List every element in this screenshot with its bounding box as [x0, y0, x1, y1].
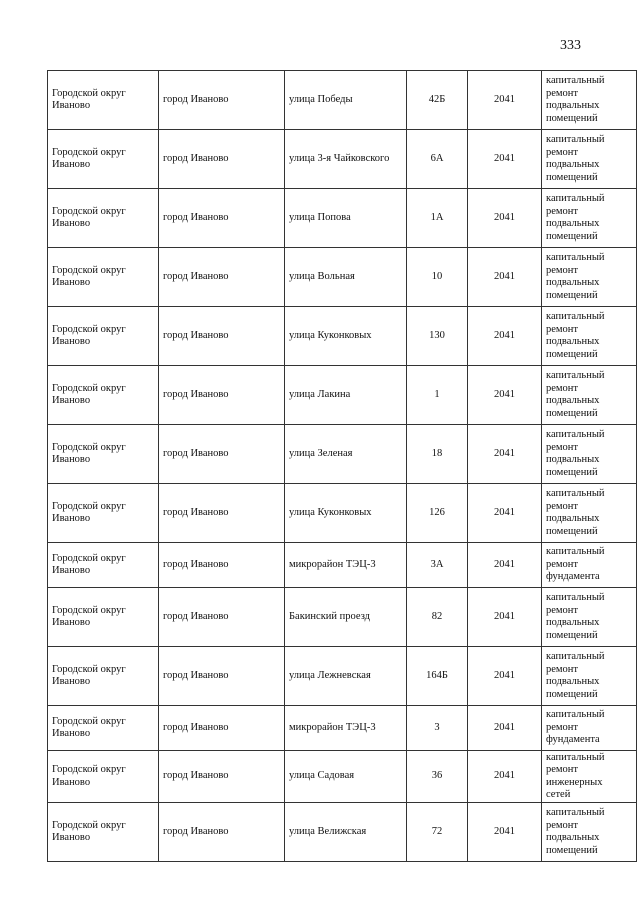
street-cell: улица Победы	[285, 71, 407, 130]
work-type-line: сетей	[546, 789, 571, 800]
municipality-line: Городской округ	[52, 382, 126, 394]
work-type-cell	[542, 543, 637, 588]
work-type-line: помещений	[546, 230, 598, 242]
work-type-line: подвальных	[546, 100, 600, 111]
year-cell: 2041	[468, 706, 542, 751]
settlement-cell: город Иваново	[159, 543, 285, 588]
work-type-line: подвальных	[546, 218, 600, 229]
settlement-cell: город Иваново	[159, 366, 285, 425]
work-type-line: помещений	[546, 112, 598, 124]
house-number-cell: 126	[407, 484, 468, 543]
work-type-cell	[542, 307, 637, 366]
work-type-line: помещений	[546, 407, 598, 419]
year-cell: 2041	[468, 543, 542, 588]
street-cell: микрорайон ТЭЦ-3	[285, 543, 407, 588]
street-cell: улица Садовая	[285, 751, 407, 803]
house-number-cell: 130	[407, 307, 468, 366]
street-cell: улица Куконковых	[285, 484, 407, 543]
municipality-line: Городской округ	[52, 764, 126, 775]
work-type-line: подвальных	[546, 159, 600, 170]
municipality-line: Городской округ	[52, 552, 126, 564]
municipality-cell	[48, 588, 159, 647]
street-cell: Бакинский проезд	[285, 588, 407, 647]
work-type-cell	[542, 248, 637, 307]
house-number-cell: 6А	[407, 130, 468, 189]
municipality-cell	[48, 71, 159, 130]
municipality-line: Городской округ	[52, 715, 126, 727]
work-type-line: подвальных	[546, 513, 600, 524]
house-number-cell: 18	[407, 425, 468, 484]
work-type-cell	[542, 425, 637, 484]
settlement-cell: город Иваново	[159, 484, 285, 543]
work-type-line: капитальный	[546, 429, 605, 440]
street-cell: улица Лакина	[285, 366, 407, 425]
table-row	[48, 71, 637, 130]
municipality-cell	[48, 543, 159, 588]
street-cell: улица Куконковых	[285, 307, 407, 366]
page-number: 333	[560, 38, 581, 53]
work-type-line: ремонт	[546, 87, 579, 99]
municipality-line: Иваново	[52, 617, 91, 628]
settlement-cell: город Иваново	[159, 71, 285, 130]
house-number-cell: 164Б	[407, 647, 468, 706]
municipality-cell	[48, 803, 159, 862]
municipality-line: Городской округ	[52, 323, 126, 335]
municipality-cell	[48, 706, 159, 751]
work-type-line: ремонт	[546, 721, 579, 733]
house-number-cell: 1А	[407, 189, 468, 248]
municipality-cell	[48, 647, 159, 706]
work-type-cell	[542, 588, 637, 647]
year-cell: 2041	[468, 647, 542, 706]
street-cell: улица 3-я Чайковского	[285, 130, 407, 189]
work-type-line: капитальный	[546, 651, 605, 662]
municipality-line: Иваново	[52, 676, 91, 687]
work-type-cell	[542, 706, 637, 751]
house-number-cell: 3А	[407, 543, 468, 588]
work-type-cell	[542, 189, 637, 248]
table-row	[48, 366, 637, 425]
municipality-line: Иваново	[52, 832, 91, 843]
year-cell: 2041	[468, 366, 542, 425]
work-type-line: капитальный	[546, 134, 605, 145]
work-type-line: помещений	[546, 629, 598, 641]
house-number-cell: 72	[407, 803, 468, 862]
settlement-cell: город Иваново	[159, 751, 285, 803]
work-type-line: помещений	[546, 466, 598, 478]
work-type-line: помещений	[546, 525, 598, 537]
table-row	[48, 130, 637, 189]
work-type-line: ремонт	[546, 663, 579, 675]
year-cell: 2041	[468, 189, 542, 248]
settlement-cell: город Иваново	[159, 425, 285, 484]
municipality-line: Иваново	[52, 776, 91, 788]
work-type-cell	[542, 751, 637, 803]
settlement-cell: город Иваново	[159, 803, 285, 862]
municipality-cell	[48, 366, 159, 425]
settlement-cell: город Иваново	[159, 588, 285, 647]
work-type-line: подвальных	[546, 336, 600, 347]
work-type-line: помещений	[546, 289, 598, 301]
municipality-line: Городской округ	[52, 500, 126, 512]
year-cell: 2041	[468, 130, 542, 189]
work-type-line: капитальный	[546, 709, 605, 721]
settlement-cell: город Иваново	[159, 189, 285, 248]
municipality-line: Городской округ	[52, 819, 126, 831]
work-type-line: помещений	[546, 348, 598, 360]
work-type-line: капитальный	[546, 592, 605, 603]
repair-schedule-table	[47, 70, 637, 862]
municipality-line: Иваново	[52, 277, 91, 288]
table-row	[48, 751, 637, 803]
work-type-line: капитальный	[546, 75, 605, 86]
year-cell: 2041	[468, 71, 542, 130]
work-type-line: фундамента	[546, 734, 600, 746]
work-type-line: помещений	[546, 688, 598, 700]
work-type-line: инженерных	[546, 776, 603, 788]
house-number-cell: 3	[407, 706, 468, 751]
work-type-cell	[542, 71, 637, 130]
house-number-cell: 1	[407, 366, 468, 425]
year-cell: 2041	[468, 751, 542, 803]
street-cell: улица Лежневская	[285, 647, 407, 706]
settlement-cell: город Иваново	[159, 307, 285, 366]
work-type-line: ремонт	[546, 323, 579, 335]
municipality-line: Городской округ	[52, 146, 126, 158]
municipality-line: Иваново	[52, 159, 91, 170]
table-row	[48, 425, 637, 484]
work-type-line: капитальный	[546, 488, 605, 499]
municipality-cell	[48, 484, 159, 543]
work-type-line: ремонт	[546, 264, 579, 276]
municipality-line: Городской округ	[52, 604, 126, 616]
work-type-line: капитальный	[546, 193, 605, 204]
municipality-line: Иваново	[52, 336, 91, 347]
street-cell: микрорайон ТЭЦ-3	[285, 706, 407, 751]
table-row	[48, 189, 637, 248]
work-type-line: подвальных	[546, 277, 600, 288]
municipality-cell	[48, 307, 159, 366]
work-type-line: ремонт	[546, 558, 579, 570]
settlement-cell: город Иваново	[159, 130, 285, 189]
year-cell: 2041	[468, 307, 542, 366]
municipality-line: Иваново	[52, 454, 91, 465]
table-row	[48, 803, 637, 862]
municipality-cell	[48, 248, 159, 307]
work-type-line: ремонт	[546, 441, 579, 453]
street-cell: улица Зеленая	[285, 425, 407, 484]
municipality-line: Городской округ	[52, 663, 126, 675]
work-type-line: подвальных	[546, 832, 600, 843]
municipality-cell	[48, 130, 159, 189]
work-type-line: фундамента	[546, 571, 600, 583]
municipality-line: Иваново	[52, 565, 91, 576]
settlement-cell: город Иваново	[159, 647, 285, 706]
work-type-cell	[542, 130, 637, 189]
year-cell: 2041	[468, 588, 542, 647]
table-row	[48, 588, 637, 647]
year-cell: 2041	[468, 248, 542, 307]
work-type-cell	[542, 484, 637, 543]
work-type-line: ремонт	[546, 205, 579, 217]
house-number-cell: 10	[407, 248, 468, 307]
work-type-line: капитальный	[546, 546, 605, 558]
street-cell: улица Попова	[285, 189, 407, 248]
year-cell: 2041	[468, 803, 542, 862]
table-row	[48, 248, 637, 307]
work-type-line: ремонт	[546, 500, 579, 512]
year-cell: 2041	[468, 425, 542, 484]
work-type-line: капитальный	[546, 370, 605, 381]
work-type-cell	[542, 647, 637, 706]
municipality-line: Иваново	[52, 395, 91, 406]
municipality-cell	[48, 751, 159, 803]
table-row	[48, 543, 637, 588]
house-number-cell: 36	[407, 751, 468, 803]
work-type-line: подвальных	[546, 676, 600, 687]
work-type-line: капитальный	[546, 807, 605, 818]
table-row	[48, 647, 637, 706]
municipality-line: Иваново	[52, 513, 91, 524]
work-type-line: подвальных	[546, 617, 600, 628]
street-cell: улица Велижская	[285, 803, 407, 862]
municipality-line: Городской округ	[52, 264, 126, 276]
work-type-cell	[542, 366, 637, 425]
work-type-line: ремонт	[546, 764, 579, 775]
street-cell: улица Вольная	[285, 248, 407, 307]
work-type-line: ремонт	[546, 604, 579, 616]
municipality-line: Иваново	[52, 218, 91, 229]
municipality-line: Городской округ	[52, 205, 126, 217]
municipality-line: Иваново	[52, 100, 91, 111]
table-body	[48, 71, 637, 862]
work-type-line: капитальный	[546, 252, 605, 263]
work-type-line: ремонт	[546, 819, 579, 831]
table-row	[48, 706, 637, 751]
municipality-line: Городской округ	[52, 87, 126, 99]
work-type-line: подвальных	[546, 395, 600, 406]
municipality-cell	[48, 425, 159, 484]
work-type-line: ремонт	[546, 382, 579, 394]
work-type-line: помещений	[546, 844, 598, 856]
work-type-cell	[542, 803, 637, 862]
table-row	[48, 484, 637, 543]
table-row	[48, 307, 637, 366]
work-type-line: подвальных	[546, 454, 600, 465]
house-number-cell: 42Б	[407, 71, 468, 130]
work-type-line: капитальный	[546, 751, 605, 763]
house-number-cell: 82	[407, 588, 468, 647]
year-cell: 2041	[468, 484, 542, 543]
settlement-cell: город Иваново	[159, 248, 285, 307]
municipality-cell	[48, 189, 159, 248]
work-type-line: капитальный	[546, 311, 605, 322]
municipality-line: Городской округ	[52, 441, 126, 453]
work-type-line: ремонт	[546, 146, 579, 158]
settlement-cell: город Иваново	[159, 706, 285, 751]
municipality-line: Иваново	[52, 728, 91, 739]
work-type-line: помещений	[546, 171, 598, 183]
